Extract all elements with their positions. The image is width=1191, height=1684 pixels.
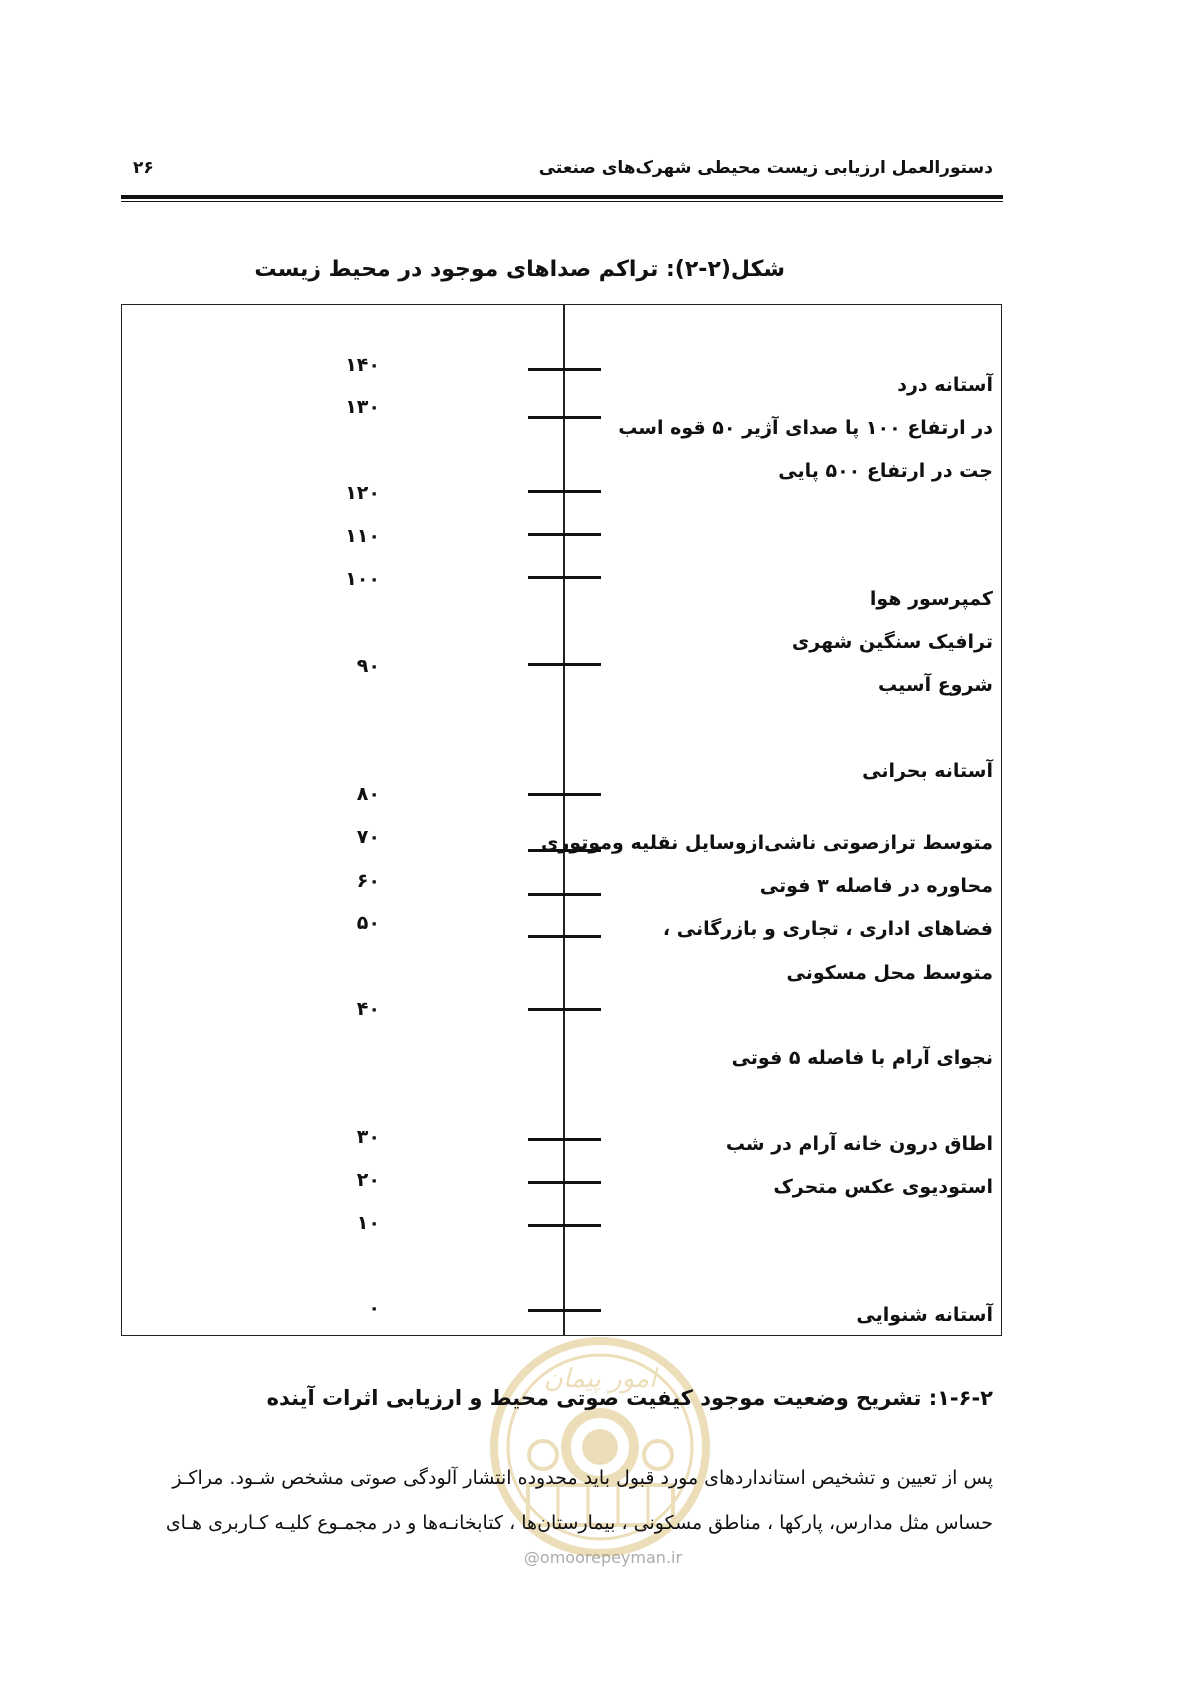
source-label: جت در ارتفاع ۵۰۰ پایی [778, 460, 993, 482]
section-heading: ۱-۶-۲: تشریح وضعیت موجود کیفیت صوتی محیط و ارزیابی اثرات آینده [266, 1386, 993, 1410]
page-number: ۲۶ [133, 158, 154, 178]
tick-label-50: ۵۰ [356, 912, 380, 934]
source-label: اطاق درون خانه آرام در شب [725, 1133, 993, 1155]
tick-mark [528, 416, 601, 419]
tick-mark [528, 1309, 601, 1312]
tick-label-90: ۹۰ [356, 655, 380, 677]
watermark-logo-text: امور پیمان [543, 1364, 657, 1394]
source-label: ترافیک سنگین شهری [791, 631, 993, 653]
source-label: کمپرسور هوا [869, 588, 993, 610]
source-label: آستانه شنوایی [856, 1304, 993, 1326]
tick-label-0: ۰ [368, 1297, 380, 1319]
body-text-line: پس از تعیین و تشخیص استانداردهای مورد قبول باید محدوده انتشار آلودگی صوتی مشخص شـود. مراکـز [172, 1467, 993, 1489]
body-text-line: حساس مثل مدارس، پارکها ، مناطق مسکونی ، بیمارستان‌ها ، کتابخانـه‌ها و در مجمـوع کلیـه کـاربری هـای [165, 1512, 993, 1534]
tick-mark [528, 533, 601, 536]
tick-label-110: ۱۱۰ [345, 525, 380, 547]
tick-mark [528, 490, 601, 493]
tick-label-70: ۷۰ [356, 826, 380, 848]
tick-mark [528, 576, 601, 579]
tick-mark [528, 1008, 601, 1011]
tick-label-100: ۱۰۰ [345, 568, 380, 590]
source-label: شروع آسیب [878, 674, 993, 696]
source-label: فضاهای اداری ، تجاری و بازرگانی ، [662, 918, 993, 940]
tick-mark [528, 893, 601, 896]
tick-label-40: ۴۰ [356, 998, 380, 1020]
source-label: متوسط محل مسکونی [786, 962, 993, 984]
source-label: در ارتفاع ۱۰۰ پا صدای آژیر ۵۰ قوه اسب [618, 417, 993, 439]
tick-label-60: ۶۰ [356, 870, 380, 892]
watermark-text: @omoorepeyman.ir [523, 1548, 683, 1567]
tick-mark [528, 1224, 601, 1227]
source-label: آستانه بحرانی [862, 760, 993, 782]
tick-mark [528, 935, 601, 938]
tick-mark [528, 368, 601, 371]
tick-label-130: ۱۳۰ [345, 396, 380, 418]
header-rule-thin [121, 201, 1003, 202]
tick-mark [528, 793, 601, 796]
source-label: استودیوی عکس متحرک [773, 1176, 993, 1198]
source-label: آستانه درد [897, 374, 993, 396]
tick-mark [528, 663, 601, 666]
source-label: محاوره در فاصله ۳ فوتی [759, 875, 993, 897]
tick-mark [528, 1181, 601, 1184]
running-header-title: دستورالعمل ارزیابی زیست محیطی شهرک‌های صنعتی [538, 158, 993, 178]
source-label: متوسط ترازصوتی ناشی‌ازوسایل نقلیه وموتوری [540, 832, 993, 854]
tick-label-80: ۸۰ [356, 783, 380, 805]
header-rule-thick [121, 195, 1003, 199]
tick-mark [528, 1138, 601, 1141]
tick-label-20: ۲۰ [356, 1169, 380, 1191]
figure-caption: شکل(۲-۲): تراکم صداهای موجود در محیط زیست [254, 257, 785, 282]
tick-label-120: ۱۲۰ [345, 482, 380, 504]
tick-label-30: ۳۰ [356, 1126, 380, 1148]
source-label: نجوای آرام با فاصله ۵ فوتی [731, 1047, 993, 1069]
tick-label-140: ۱۴۰ [345, 354, 380, 376]
tick-label-10: ۱۰ [356, 1212, 380, 1234]
